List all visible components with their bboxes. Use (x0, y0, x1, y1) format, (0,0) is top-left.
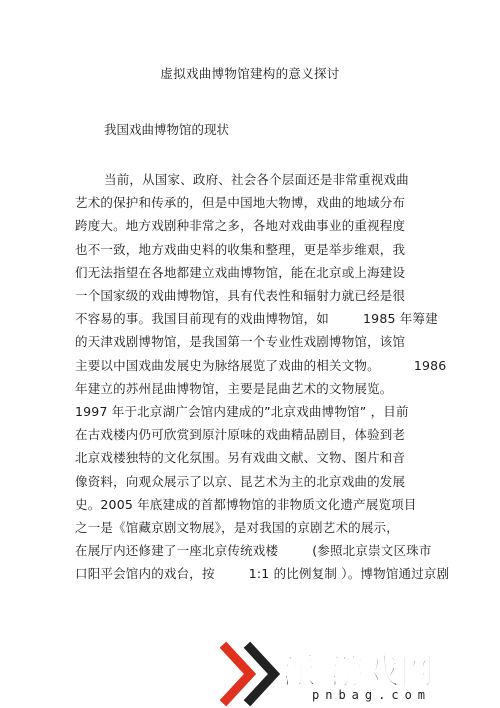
text-line-main: 史。2005 年底建成的首都博物馆的非物质文化遗产展览项目 (75, 496, 417, 512)
watermark-text: 派 游戏网 (282, 652, 435, 692)
text-line-main: 也不一致，地方戏曲史料的收集和整理，更是举步维艰，我 (75, 241, 406, 257)
text-line (75, 218, 405, 234)
text-line-main: 的天津戏剧博物馆，是我国第一个专业性戏剧博物馆，该馆 (75, 334, 406, 350)
text-line (104, 172, 409, 188)
watermark-url: pnbag.com (312, 688, 432, 702)
text-line (75, 566, 449, 582)
section-heading: 我国戏曲博物馆的现状 (104, 122, 230, 137)
text-line-main: 在展厅内还修建了一座北京传统戏楼 (75, 543, 279, 559)
text-line-main: 不容易的事。我国目前现有的戏曲博物馆，如 (75, 311, 330, 327)
text-line-tail: 1985 年筹建 (363, 311, 438, 327)
text-line-main: 像资料，向观众展示了以京、昆艺术为主的北京戏曲的发展 (75, 473, 406, 489)
text-line (75, 334, 405, 350)
text-line (75, 195, 405, 211)
text-line-main: 年建立的苏州昆曲博物馆，主要是昆曲艺术的文物展览。 (75, 380, 393, 396)
text-line (75, 450, 405, 466)
text-line-tail: 1:1 的比例复制 ）。博物馆通过京剧 (248, 566, 450, 582)
text-line-main: 跨度大。地方戏剧种非常之多，各地对戏曲事业的重视程度 (75, 218, 406, 234)
text-line (75, 288, 405, 304)
text-line (75, 358, 446, 374)
text-line-main: 之一是《馆藏京剧文物展》，是对我国的京剧艺术的展示， (75, 520, 399, 535)
text-line (75, 404, 409, 420)
text-line-tail: 1986 (413, 357, 447, 373)
text-line (75, 543, 432, 559)
text-line-main: 1997 年于北京湖广会馆内建成的”北京戏曲博物馆” ，目前 (75, 404, 409, 419)
text-line-tail: (参照北京崇文区珠市 (312, 543, 432, 559)
watermark (220, 640, 500, 708)
text-line (75, 381, 393, 397)
text-line-main: 北京戏楼独特的文化氛围。另有戏曲文献、文物、图片和音 (75, 450, 406, 466)
text-line-main: 在古戏楼内仍可欣赏到原汁原味的戏曲精品剧目，体验到老 (75, 427, 406, 443)
text-line (75, 497, 417, 513)
text-line (75, 242, 405, 258)
text-line (75, 520, 399, 536)
text-line (75, 265, 405, 281)
text-line-main: 一个国家级的戏曲博物馆，具有代表性和辐射力就已经是很 (75, 288, 406, 303)
text-line (75, 311, 438, 327)
text-line-main: 当前，从国家、政府、社会各个层面还是非常重视戏曲 (104, 172, 409, 187)
document-title: 虚拟戏曲博物馆建构的意义探讨 (160, 66, 340, 81)
text-line (75, 474, 405, 490)
text-line-main: 主要以中国戏曲发展史为脉络展览了戏曲的相关文物。 (75, 357, 380, 373)
text-line-main: 们无法指望在各地都建立戏曲博物馆，能在北京或上海建设 (75, 264, 406, 280)
text-line (75, 427, 405, 443)
watermark-logo-icon (220, 640, 290, 708)
text-line-main: 艺术的保护和传承的，但是中国地大物博，戏曲的地域分布 (75, 195, 406, 211)
text-line-main: 口阳平会馆内的戏台，按 (75, 566, 215, 582)
